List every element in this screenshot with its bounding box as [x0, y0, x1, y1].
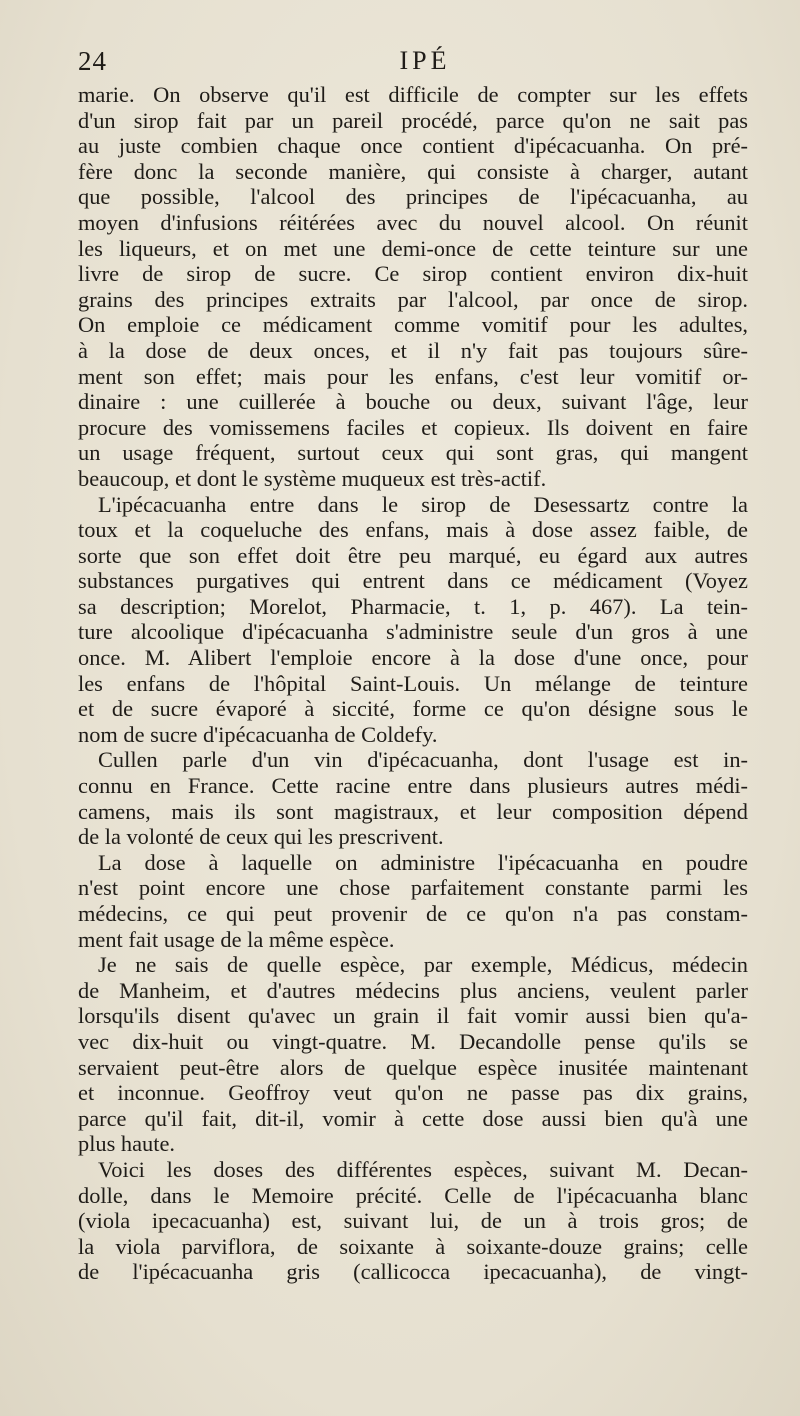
text-line: de la volonté de ceux qui les prescrivent. — [78, 824, 444, 850]
text-line: de Manheim, et d'autres médecins plus anciens, veulent parler — [78, 977, 748, 1003]
text-line: servaient peut-être alors de quelque espèce inusitée maintenant — [78, 1054, 748, 1080]
text-line: un usage fréquent, surtout ceux qui sont gras, qui mangent — [78, 440, 748, 466]
text-line: moyen d'infusions réitérées avec du nouvel alcool. On réunit — [78, 209, 748, 235]
text-line: Je ne sais de quelle espèce, par exemple, Médicus, médecin — [98, 952, 748, 978]
page-number: 24 — [78, 46, 107, 76]
text-line: ment son effet; mais pour les enfans, c'est leur vomitif or- — [78, 363, 748, 389]
text-line: au juste combien chaque once contient d'ipécacuanha. On pré- — [78, 133, 748, 159]
text-line: La dose à laquelle on administre l'ipécacuanha en poudre — [98, 849, 748, 875]
text-line: à la dose de deux onces, et il n'y fait pas toujours sûre- — [78, 337, 748, 363]
text-line: d'un sirop fait par un pareil procédé, parce qu'on ne sait pas — [78, 107, 748, 133]
text-line: connu en France. Cette racine entre dans plusieurs autres médi- — [78, 773, 748, 799]
text-line: (viola ipecacuanha) est, suivant lui, de un à trois gros; de — [78, 1208, 748, 1234]
text-line: grains des principes extraits par l'alcool, par once de sirop. — [78, 286, 748, 312]
text-line: nom de sucre d'ipécacuanha de Coldefy. — [78, 721, 438, 747]
text-line: L'ipécacuanha entre dans le sirop de Desessartz contre la — [98, 491, 748, 517]
text-line: fère donc la seconde manière, qui consiste à charger, autant — [78, 158, 748, 184]
text-line: dinaire : une cuillerée à bouche ou deux, suivant l'âge, leur — [78, 389, 748, 415]
text-line: et inconnue. Geoffroy veut qu'on ne passe pas dix grains, — [78, 1080, 748, 1106]
text-line: sa description; Morelot, Pharmacie, t. 1, p. 467). La tein- — [78, 593, 748, 619]
text-line: les enfans de l'hôpital Saint-Louis. Un mélange de teinture — [78, 670, 748, 696]
text-line: On emploie ce médicament comme vomitif pour les adultes, — [78, 312, 748, 338]
text-line: procure des vomissemens faciles et copieux. Ils doivent en faire — [78, 414, 748, 440]
text-line: ture alcoolique d'ipécacuanha s'administre seule d'un gros à une — [78, 619, 748, 645]
text-line: livre de sirop de sucre. Ce sirop contient environ dix-huit — [78, 261, 748, 287]
text-line: parce qu'il fait, dit-il, vomir à cette dose aussi bien qu'à une — [78, 1105, 748, 1131]
text-line: médecins, ce qui peut provenir de ce qu'on n'a pas constam- — [78, 901, 748, 926]
text-line: vec dix-huit ou vingt-quatre. M. Decandolle pense qu'ils se — [78, 1028, 748, 1054]
running-head: IPÉ — [399, 46, 451, 75]
text-line: Cullen parle d'un vin d'ipécacuanha, dont l'usage est in- — [98, 747, 748, 773]
text-line: plus haute. — [78, 1131, 176, 1157]
text-line: toux et la coqueluche des enfans, mais à dose assez faible, de — [78, 517, 748, 543]
text-line: sorte que son effet doit être peu marqué, eu égard aux autres — [78, 542, 748, 568]
text-line: la viola parviflora, de soixante à soixante-douze grains; celle — [78, 1233, 748, 1259]
text-line: ment fait usage de la même espèce. — [78, 926, 395, 952]
text-line: substances purgatives qui entrent dans ce médicament (Voyez — [78, 568, 748, 594]
page-header — [78, 46, 748, 82]
text-line: de l'ipécacuanha gris (callicocca ipecacuanha), de vingt- — [78, 1259, 748, 1285]
text-line: marie. On observe qu'il est difficile de compter sur les effets — [78, 82, 748, 107]
text-line: les liqueurs, et on met une demi-once de cette teinture sur une — [78, 235, 748, 261]
text-line: once. M. Alibert l'emploie encore à la dose d'une once, pour — [78, 645, 748, 671]
text-line: et de sucre évaporé à siccité, forme ce qu'on désigne sous le — [78, 696, 748, 722]
text-line: Voici les doses des différentes espèces, suivant M. Decan- — [98, 1156, 748, 1182]
text-line: que possible, l'alcool des principes de l'ipécacuanha, au — [78, 184, 748, 210]
text-line: camens, mais ils sont magistraux, et leur composition dépend — [78, 798, 748, 824]
text-line: lorsqu'ils disent qu'avec un grain il fait vomir aussi bien qu'a- — [78, 1003, 748, 1029]
text-line: dolle, dans le Memoire précité. Celle de l'ipécacuanha blanc — [78, 1182, 748, 1208]
body-text — [78, 82, 748, 1285]
text-line: beaucoup, et dont le système muqueux est très-actif. — [78, 465, 547, 491]
text-line: n'est point encore une chose parfaitement constante parmi les — [78, 875, 748, 901]
